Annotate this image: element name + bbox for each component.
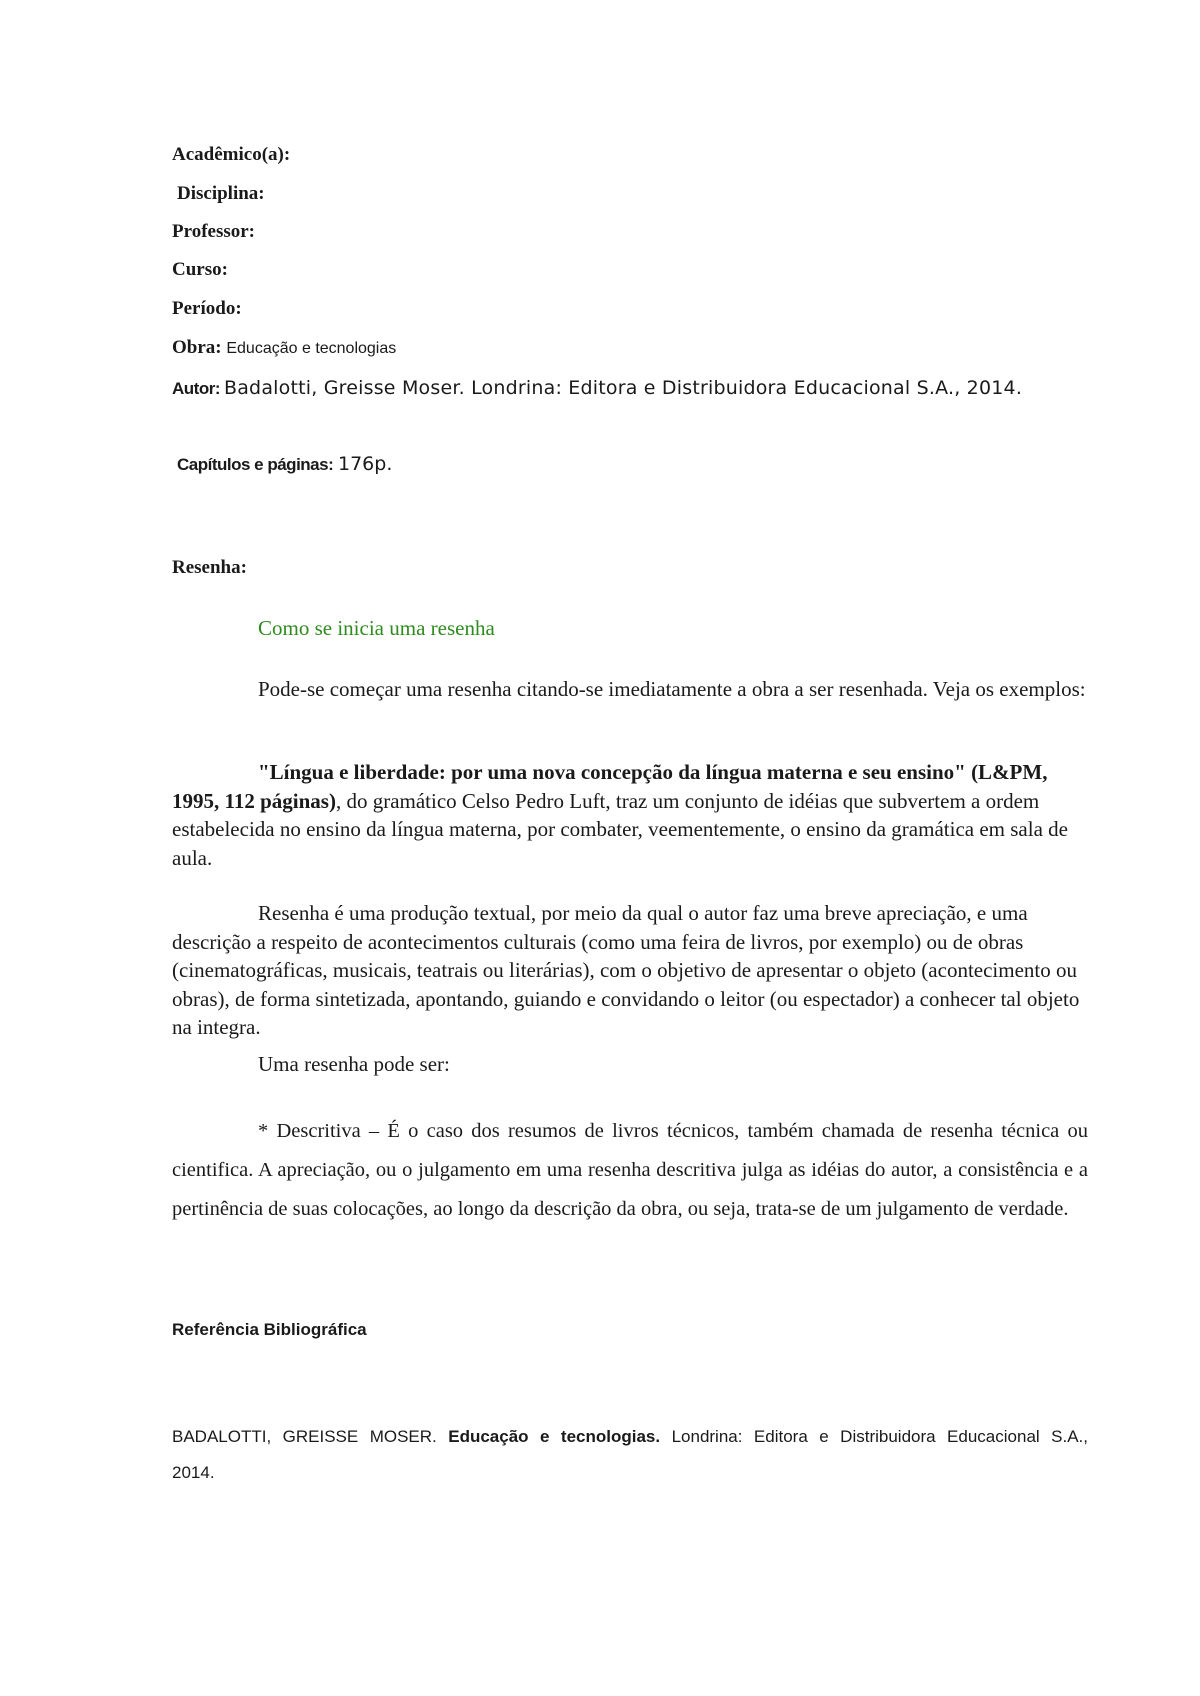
curso-field [172,259,228,281]
capitulos-field [177,453,392,476]
section-heading: Como se inicia uma resenha [258,616,495,640]
paragraph-intro: Pode-se começar uma resenha citando-se imediatamente a obra a ser resenhada. Veja os exemplos: [258,677,1086,701]
academico-field [172,144,290,166]
paragraph-example [172,758,1088,872]
paragraph-definition: Resenha é uma produção textual, por meio da qual o autor faz uma breve apreciação, e uma descrição a respeito de acontecimentos culturais (como uma feira de livros, por exemplo) ou de obras (cinematográficas, musicais, teatrais ou literárias), com o objetivo de apresentar o objeto (acontecimento ou obras), de forma sintetizada, apontando, guiando e convidando o leitor (ou espectador) a conhecer tal objeto na integra. [172,901,1080,1039]
autor-field [172,374,1092,404]
obra-field [172,337,396,359]
example-text: , do gramático Celso Pedro Luft, traz um conjunto de idéias que subvertem a ordem estabelecida no ensino da língua materna, por combater, veementemente, o ensino da gramática em sala de aula. [172,788,1068,870]
academico-label: Acadêmico(a): [172,144,291,165]
paragraph-types-intro: Uma resenha pode ser: [258,1052,450,1076]
resenha-label: Resenha: [172,557,247,578]
curso-label: Curso: [172,259,228,280]
reference-entry [172,1419,1088,1491]
example-book-title: "Língua e liberdade: por uma nova concepção da língua materna e seu ensino" [258,760,966,784]
disciplina-label: Disciplina: [177,183,265,204]
reference-publisher: Londrina: Editora e Distribuidora Educacional S.A., 2014. [172,1427,1088,1482]
resenha-label-block [172,557,247,579]
references-heading: Referência Bibliográfica [172,1320,367,1339]
capitulos-label: Capítulos e páginas: [177,455,334,474]
capitulos-value: 176p. [338,453,393,475]
periodo-field [172,298,242,320]
disciplina-field [177,183,265,205]
example-book-publisher: (L&PM, 1995, 112 páginas) [172,760,1048,813]
reference-title: Educação e tecnologias. [448,1427,661,1446]
autor-label: Autor: [172,379,220,398]
professor-field [172,221,255,243]
professor-label: Professor: [172,221,256,242]
autor-value: Badalotti, Greisse Moser. Londrina: Editora e Distribuidora Educacional S.A., 2014. [223,377,1023,399]
obra-label: Obra: [172,337,222,358]
obra-value: Educação e tecnologias [226,340,397,357]
paragraph-descritiva: * Descritiva – É o caso dos resumos de livros técnicos, também chamada de resenha técnica ou cientifica. A apreciação, ou o julgamento em uma resenha descritiva julga as idéias do autor, a consistência e a pertinência de suas colocações, ao longo da descrição da obra, ou seja, trata-se de um julgamento de verdade. [172,1120,1088,1220]
periodo-label: Período: [172,298,242,319]
reference-author: BADALOTTI, GREISSE MOSER. [172,1427,437,1446]
